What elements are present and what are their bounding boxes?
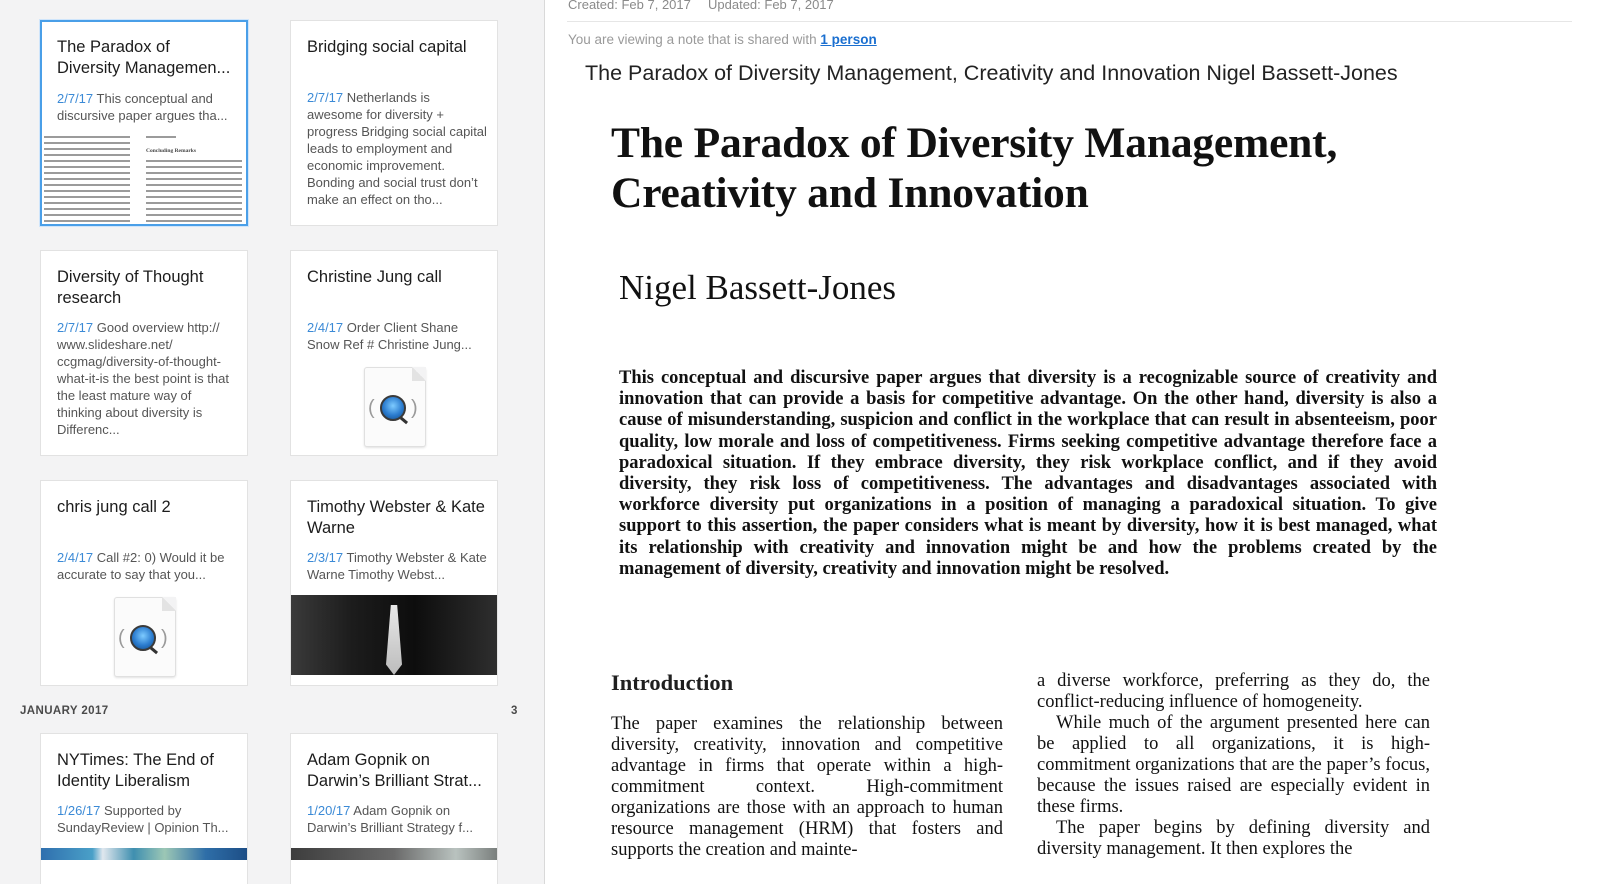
note-card[interactable] [40,250,248,456]
note-card[interactable] [40,733,248,884]
photo-thumbnail [291,595,497,675]
paper-column-left [611,714,1003,861]
note-card[interactable] [290,250,498,456]
paper-paragraph: While much of the argument presented here can be applied to all organizations, it is high-commitment organizations that are the paper’s focus, because the issues raised are especially evident in these firms. [1037,713,1430,817]
note-card-snippet-text: This conceptual and discursive paper argues tha... [57,91,228,123]
note-card-snippet-text: Netherlands is awesome for diversity + progress Bridging social capital leads to employment and economic improvement. Bonding and social trust don’t make an effect on tho... [307,90,487,207]
paper-title-line-1: The Paradox of Diversity Management, [611,119,1338,167]
note-card-snippet [57,802,237,836]
paper-column-right [1037,671,1430,860]
share-banner-text: You are viewing a note that is shared with [568,32,821,47]
paper-title-line-2: Creativity and Innovation [611,169,1089,217]
section-header-month: JANUARY 2017 [20,705,109,717]
divider [567,21,1572,22]
note-card-date: 2/4/17 [57,550,94,565]
note-created-date: Created: Feb 7, 2017 [568,0,691,12]
note-card-title: Bridging social capital [307,38,467,56]
note-card-date: 2/7/17 [57,320,94,335]
note-card-snippet-text: Order Client Shane Snow Ref # Christine Jung... [307,320,472,352]
note-card-snippet-text: Good overview http:// www.slideshare.net/ ccgmag/diversity-of-thought-what-it-is the best point is that the least mature way of thinking about diversity is Differenc... [57,320,229,437]
note-card-date: 1/26/17 [57,803,101,818]
note-card[interactable] [290,733,498,884]
note-card-title: NYTimes: The End of Identity Liberalism [57,751,214,790]
paper-paragraph: The paper examines the relationship between diversity, creativity, innovation and competitive advantage in firms that operate within a high-commitment context. High-commitment organizations are those with an approach to human resource management (HRM) that fosters and supports the creation and mainte- [611,714,1003,860]
note-card-title: Timothy Webster & Kate Warne [307,498,485,537]
note-card-snippet [307,549,487,583]
section-heading-introduction: Introduction [611,670,734,695]
paper-paragraph: The paper begins by defining diversity and diversity management. It then explores the [1037,818,1430,859]
note-card-snippet [307,802,487,836]
image-thumbnail-strip [291,848,497,860]
note-card-snippet-text: Supported by SundayReview | Opinion Th... [57,803,229,835]
image-thumbnail-strip [41,848,247,860]
note-card-title: Christine Jung call [307,268,442,286]
document-thumbnail-heading: Concluding Remarks [146,148,196,154]
note-card-date: 2/7/17 [307,90,344,105]
note-card[interactable] [290,20,498,226]
note-card-title: Adam Gopnik on Darwin’s Brilliant Strat... [307,751,482,790]
quicktime-file-icon: ( ) [364,367,426,447]
embedded-pdf-page [611,118,1451,579]
paper-paragraph: a diverse workforce, preferring as they do, the conflict-reducing influence of homogeneity. [1037,671,1430,712]
note-card-date: 1/20/17 [307,803,351,818]
paper-title [611,118,1451,218]
note-title[interactable]: The Paradox of Diversity Management, Creativity and Innovation Nigel Bassett-Jones [585,61,1398,85]
note-card-title: Diversity of Thought research [57,268,204,307]
share-banner [568,32,877,47]
note-card-snippet [307,319,487,353]
note-card-title: The Paradox of Diversity Managemen... [57,38,231,77]
quicktime-file-icon: ( ) [114,597,176,677]
note-card-date: 2/3/17 [307,550,344,565]
notes-list-pane [0,0,545,884]
note-card-snippet [57,90,237,124]
note-card-snippet [57,319,237,438]
note-card-snippet-text: Call #2: 0) Would it be accurate to say that you... [57,550,225,582]
shared-with-link[interactable]: 1 person [820,32,877,47]
note-card-snippet [57,549,237,583]
note-card-snippet [307,89,487,208]
note-card-title: chris jung call 2 [57,498,171,516]
note-card-snippet-text: Timothy Webster & Kate Warne Timothy Webst... [307,550,487,582]
note-detail-pane [545,0,1600,884]
note-card[interactable] [40,20,248,226]
note-updated-date: Updated: Feb 7, 2017 [708,0,834,12]
note-card[interactable] [290,480,498,686]
paper-abstract: This conceptual and discursive paper argues that diversity is a recognizable source of creativity and innovation that can provide a basis for competitive advantage. On the other hand, diversity is also a cause of misunderstanding, suspicion and conflict in the workplace that can result in absenteeism, poor quality, low morale and loss of competitiveness. Firms seeking competitive advantage therefore face a paradoxical situation. If they embrace diversity, they risk workplace conflict, and if they avoid diversity, they risk loss of competitiveness. The advantages and disadvantages associated with workforce diversity put organizations in a position of managing a paradoxical situation. To give support to this assertion, the paper considers what is meant by diversity, how it is best managed, what its relationship with creativity and innovation might be and how the problems created by the management of diversity, creativity and innovation might be resolved. [619,368,1437,579]
note-card-date: 2/7/17 [57,91,94,106]
paper-author: Nigel Bassett-Jones [619,268,897,307]
section-note-count: 3 [511,705,518,717]
note-card-date: 2/4/17 [307,320,344,335]
note-card-snippet-text: Adam Gopnik on Darwin’s Brilliant Strategy f... [307,803,473,835]
document-thumbnail [42,132,248,226]
note-card[interactable] [40,480,248,686]
